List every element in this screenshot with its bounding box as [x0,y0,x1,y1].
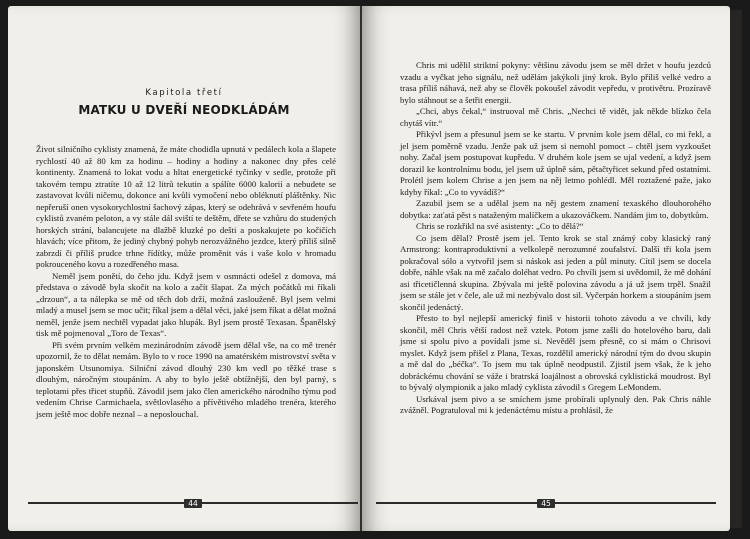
left-body-text [36,144,336,420]
page-number-band [28,498,358,508]
page-number-band [376,498,716,508]
page-edge [730,10,742,528]
page-number: 44 [184,499,202,508]
paragraph: Co jsem dělal? Prostě jsem jel. Tento krok se stal známý coby klasický raný Armstrong: kontraproduktivní a velkolepě nerozumné zoufalství. Další tři kola jsem pokračoval sólo a vytvořil jsem si náskok asi jeden a půl minuty. Cítil jsem se docela dobře, náhle však na mě začalo doléhat vedro. Po chvíli jsem si uvědomil, že mě dohání asi třicetičlenná skupina. Zbývala mi ještě polovina závodu a já už jsem trpěl. Snažil jsem se stále jet v čele, ale už mi nezbývalo dost sil. Vyčerpán horkem a stoupáním jsem skončil jedenáctý. [400,232,711,312]
paragraph: Život silničního cyklisty znamená, že máte chodidla upnutá v pedálech kola a šlapete rychlostí 40 až 80 km za hodinu – hodiny a hodiny a nakonec dny přes celé kontinenty. Znamená to lokat vodu a hltat energetické tyčinky v sedle, protože při takovém tempu ztratíte 10 až 12 litrů tekutin a spálíte 6000 kalorií a nebudete se zastavovat kvůli ničemu, dokonce ani kvůli vymočení nebo obléknutí pláštěnky. Nic nepřeruší onen vysokorychlostní šachový zápas, který se odehrává v sevřeném houfu cyklistů zvaném peloton, a vy stále dál sviští te deštěm, dřete se vzhůru do studených horských strání, balancujete na dlažbě kluzké po dešti a poskakujete po kočičích hlavách; více přitom, že jediný chybný pohyb nerozvážného jezdce, který příliš silně zabrzdí či příliš prudce trhne řídítky, může proměnit vás i vaše kolo v hromadu pokrouceného kovu a rozedřeného masa. [36,144,336,269]
page-number: 45 [537,499,555,508]
paragraph: Přesto to byl nejlepší americký finiš v historii tohoto závodu a ve chvíli, kdy skončil, měl Chris větší radost než vztek. Potom jsme zašli do hotelového baru, dali jsme si spolu pivo a povídali jsme si. Nevěděl jsem přesně, co si mám o Chrisovi myslet. Když jsem přišel z Plana, Texas, rozdělil americký národní tým do dvou skupin a mě dal do „béčka“. To jsem mu tak úplně neodpustil. Zjistil jsem však, že k jeho dobráckému chování se váže i bratrská loajálnost a obrovská cyklistická moudrost. Byl to bývalý olympionik a jako mladý cyklista závodil s Gregem LeMondem. [400,313,711,392]
paragraph: Usrkával jsem pivo a se smíchem jsme probírali uplynulý den. Pak Chris náhle zvážněl. Pogratuloval mi k jedenáctému místu a prohlásil, že [400,393,711,415]
paragraph: „Chci, abys čekal,“ instruoval mě Chris. „Nechci tě vidět, jak někde blízko čela chytáš vítr.“ [400,106,711,128]
paragraph: Přikývl jsem a přesunul jsem se ke startu. V prvním kole jsem dělal, co mi řekl, a jel jsem poměrně vzadu. Jenže pak už jsem si nemohl pomoct – chtěl jsem vyzkoušet nohy. Začal jsem postupovat kupředu. V druhém kole jsem se ujal vedení, a když jsem dorazil ke kontrolnímu bodu, jel jsem už úplně sám, pětačtyřicet sekund před ostatními. Prolétl jsem kolem Chrise a jen jsem na něj letmo pohlédl. Měl roztažené paže, jako kdyby říkal: „Co to vyvádíš?“ [400,129,711,197]
left-page [8,6,360,531]
paragraph: Chris mi udělil striktní pokyny: většinu závodu jsem se měl držet v houfu jezdců vzadu a vyčkat jeho signálu, než udělám jakýkoli jiný krok. Bylo příliš velké vedro a trasa příliš náhavá, než aby se člověk pokoušel závodit vepředu, v protivětru. Prozíravě bylo stáhnout se a šetřit energii. [400,60,711,105]
chapter-label: Kapitola třetí [145,88,223,98]
paragraph: Neměl jsem ponětí, do čeho jdu. Když jsem v osmnácti odešel z domova, má představa o závodě byla skočit na kolo a začít šlapat. Za mých počátků mi říkali „drzoun“, a ta nálepka se mě od těch dob drží, možná zaslouženě. Byl jsem velmi mladý a musel jsem se moc učit; říkal jsem a dělal věci, jaké jsem říkat a dělat možná neměl, jenže jsem nechtěl vypadat jako hlupák. Byl jsem prostě Texasan. Španělský tisk mě pojmenoval „Toro de Texas“. [36,270,336,338]
paragraph: Zazubil jsem se a udělal jsem na něj gestem znamení texaského dlouhorohého dobytka: zaťatá pěst s nataženým malíčkem a ukazováčkem. Nandám jim to, dobytkům. [400,198,711,220]
right-page [362,6,730,531]
chapter-title: MATKU U DVEŘÍ NEODKLÁDÁM [78,103,290,117]
paragraph: Při svém prvním velkém mezinárodním závodě jsem dělal vše, na co mě trenér upozornil, že to dělat nemám. Bylo to v roce 1990 na amatérském mistrovství světa v japonském Utsunomiya. Silniční závod dlouhý 230 km vedl po těžké trase s dlouhým, náročným stoupáním. A aby to bylo ještě obtížnější, den byl parný, s teplotami přes třicet stupňů. Závodil jsem jako člen amerického národního týmu pod vedením Chrise Carmichaela, světlovlasého a přívětivého mladého trenéra, kterého jsem ještě moc dobře neznal – a neposlouchal. [36,339,336,419]
right-body-text [400,60,711,417]
paragraph: Chris se rozkřikl na své asistenty: „Co to dělá?“ [416,221,584,231]
